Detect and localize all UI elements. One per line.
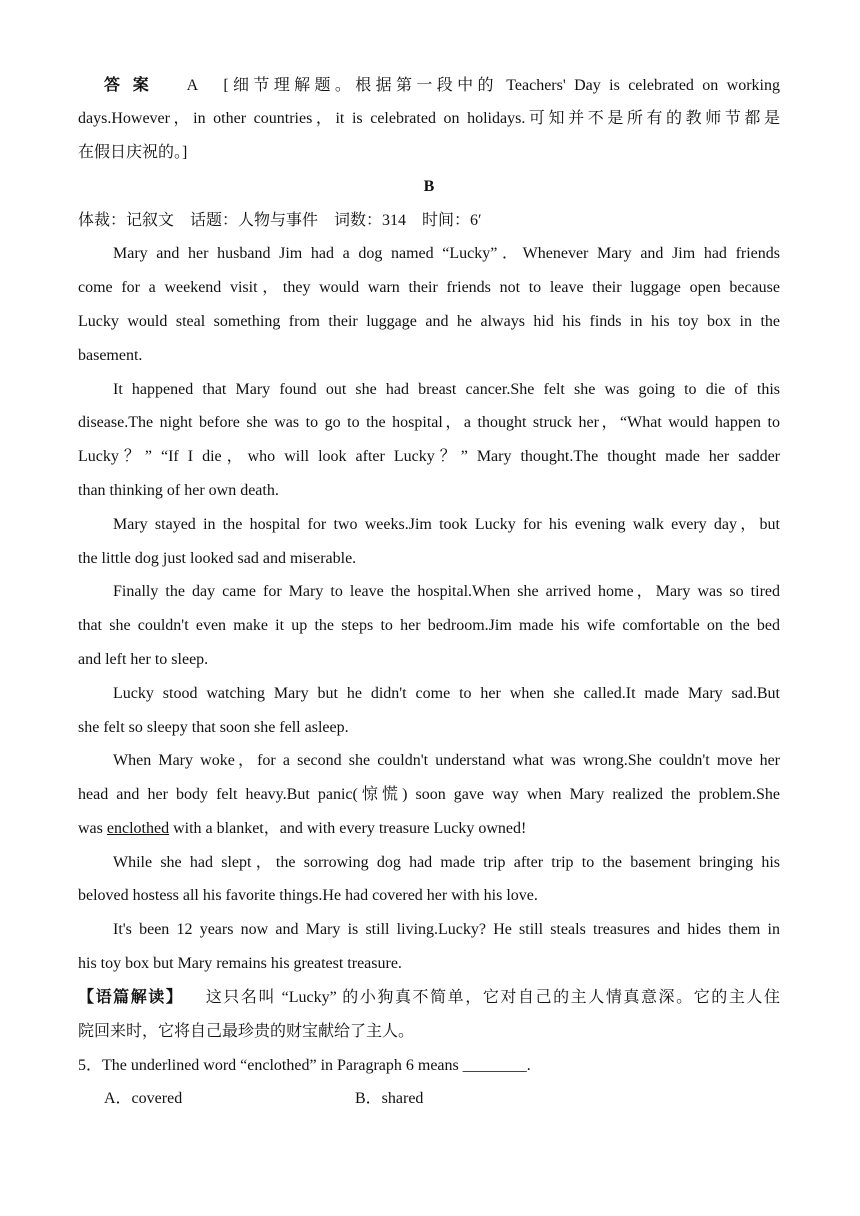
answer-line-1: [104, 76, 780, 96]
analysis-text-1: 这只名叫 “Lucky” 的小狗真不简单，它对自己的主人情真意深。它的主人住: [205, 989, 780, 1006]
analysis-label: 【语篇解读】: [78, 989, 184, 1006]
p7-line-1: While she had slept，the sorrowing dog had made trip after trip to the basement bringing his: [113, 854, 780, 871]
p4-line-1: Finally the day came for Mary to leave the hospital.When she arrived home，Mary was so tired: [113, 583, 780, 600]
p1-line-4: basement.: [78, 347, 143, 364]
p1-line-1: Mary and her husband Jim had a dog named “Lucky”．Whenever Mary and Jim had friends: [113, 245, 780, 262]
p5-line-2: she felt so sleepy that soon she fell asleep.: [78, 719, 349, 736]
p3-line-2: the little dog just looked sad and miserable.: [78, 550, 357, 567]
p6-line-3: [78, 819, 780, 839]
answer-explanation-2: days.However，in other countries，it is celebrated on holidays.可知并不是所有的教师节都是: [78, 110, 780, 127]
answer-choice: A: [186, 77, 199, 94]
answer-label: 答 案: [104, 77, 154, 94]
p6-line-3-post: with a blanket，and with every treasure Lucky owned!: [169, 820, 527, 837]
p1-line-3: Lucky would steal something from their luggage and he always hid his finds in his toy box in the: [78, 313, 780, 330]
section-heading: B: [423, 178, 435, 195]
analysis-line-2: 院回来时，它将自己最珍贵的财宝献给了主人。: [78, 1023, 415, 1040]
p2-line-3: Lucky？” “If I die，who will look after Lucky？” Mary thought.The thought made her sadder: [78, 448, 780, 465]
p8-line-1: It's been 12 years now and Mary is still living.Lucky? He still steals treasures and hides them in: [113, 921, 780, 938]
p2-line-2: disease.The night before she was to go to the hospital，a thought struck her，“What would happen to: [78, 414, 781, 431]
analysis-line-1: [78, 988, 780, 1008]
p1-line-2: come for a weekend visit，they would warn their friends not to leave their luggage open because: [78, 279, 780, 296]
underlined-word: enclothed: [106, 820, 170, 837]
p4-line-3: and left her to sleep.: [78, 651, 209, 668]
p2-line-4: than thinking of her own death.: [78, 482, 279, 499]
option-b[interactable]: B．shared: [355, 1090, 424, 1107]
p3-line-1: Mary stayed in the hospital for two weeks.Jim took Lucky for his evening walk every day，but: [113, 516, 780, 533]
p4-line-2: that she couldn't even make it up the steps to her bedroom.Jim made his wife comfortable on the bed: [78, 617, 780, 634]
p8-line-2: his toy box but Mary remains his greatest treasure.: [78, 955, 402, 972]
option-a[interactable]: A．covered: [104, 1090, 183, 1107]
p6-line-3-pre: was: [78, 820, 107, 837]
p7-line-2: beloved hostess all his favorite things.He had covered her with his love.: [78, 887, 538, 904]
p2-line-1: It happened that Mary found out she had breast cancer.She felt she was going to die of this: [113, 381, 780, 398]
answer-explanation-1: [细节理解题。根据第一段中的 Teachers' Day is celebrated on working: [223, 77, 780, 94]
p6-line-2: head and her body felt heavy.But panic(惊慌) soon gave way when Mary realized the problem.She: [78, 786, 780, 803]
p6-line-1: When Mary woke，for a second she couldn't understand what was wrong.She couldn't move her: [113, 752, 780, 769]
answer-explanation-3: 在假日庆祝的。]: [78, 144, 188, 161]
question-stem: 5．The underlined word “enclothed” in Paragraph 6 means ________.: [78, 1057, 531, 1074]
passage-meta: 体裁：记叙文 话题：人物与事件 词数：314 时间：6′: [78, 212, 482, 229]
p5-line-1: Lucky stood watching Mary but he didn't come to her when she called.It made Mary sad.But: [113, 685, 780, 702]
